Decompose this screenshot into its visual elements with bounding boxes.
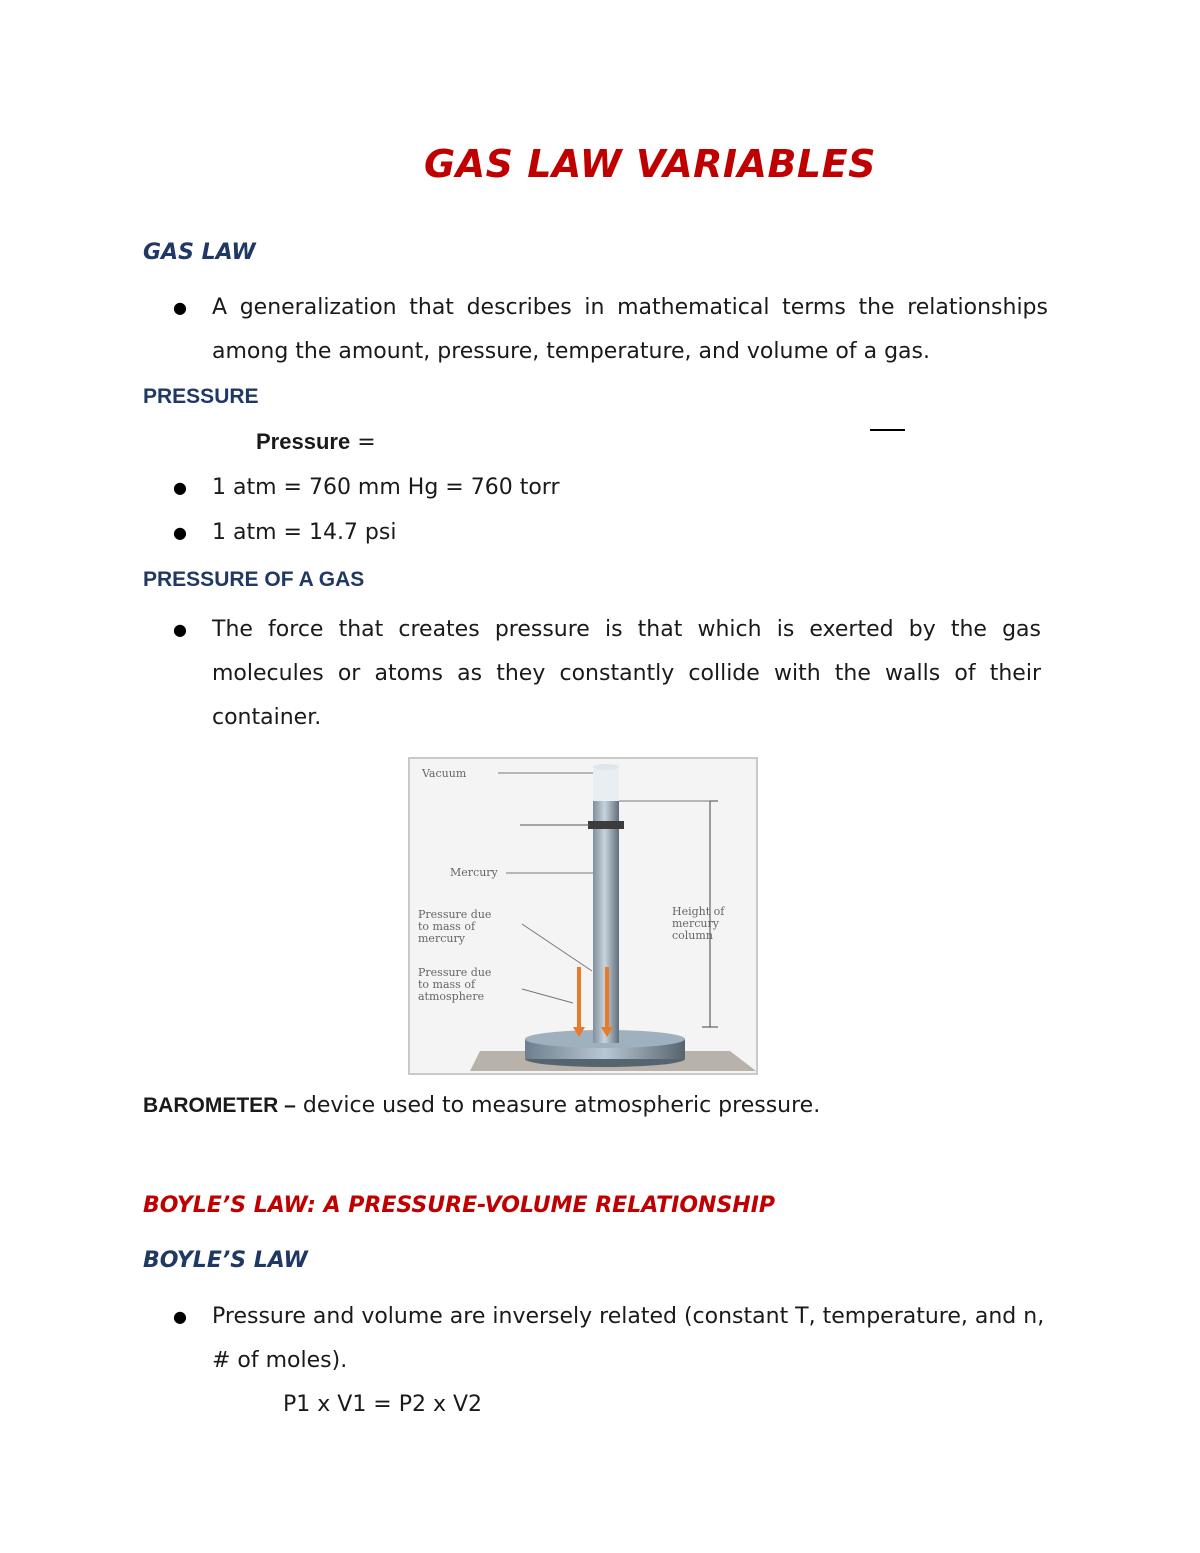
pressure-mercury-label-1: Pressure due <box>418 908 492 921</box>
barometer-figure <box>408 757 758 1075</box>
page-title: GAS LAW VARIABLES <box>424 142 876 186</box>
vacuum-label: Vacuum <box>422 767 467 780</box>
height-label-1: Height of <box>672 905 725 918</box>
pressure-formula-equals: = <box>357 430 376 455</box>
gas-law-definition: A generalization that describes in mathematical terms the relationships among the amount, pressure, temperature, and volume of a gas. <box>212 295 1048 364</box>
barometer-term: BAROMETER – <box>143 1094 296 1117</box>
pressure-atm-label-1: Pressure due <box>418 966 492 979</box>
barometer-definition-text: device used to measure atmospheric pressure. <box>302 1093 821 1118</box>
boyles-law-equation: P1 x V1 = P2 x V2 <box>283 1392 483 1417</box>
bullet-icon: ● <box>173 478 187 497</box>
pressure-of-gas-heading: PRESSURE OF A GAS <box>143 568 365 591</box>
pressure-formula-label: Pressure <box>256 429 351 454</box>
mercury-label: Mercury <box>450 866 498 879</box>
gas-law-heading: GAS LAW <box>143 240 256 265</box>
boyles-law-definition: Pressure and volume are inversely related (constant T, temperature, and n, # of moles). <box>212 1304 1045 1373</box>
bullet-icon: ● <box>173 620 187 639</box>
pressure-heading: PRESSURE <box>143 385 259 408</box>
height-label-3: column <box>672 929 713 942</box>
barometer-definition <box>143 1084 820 1128</box>
bullet-icon: ● <box>173 1307 187 1326</box>
boyles-section-heading: BOYLE’S LAW: A PRESSURE-VOLUME RELATIONSHIP <box>143 1193 776 1218</box>
pressure-of-gas-definition: The force that creates pressure is that which is exerted by the gas molecules or atoms as they constantly collide with the walls of their container. <box>212 617 1041 730</box>
pressure-atm-label-2: to mass of <box>418 978 476 991</box>
height-label-2: mercury <box>672 917 719 930</box>
pressure-bullet-1: 1 atm = 760 mm Hg = 760 torr <box>212 475 560 500</box>
pressure-atm-label-3: atmosphere <box>418 990 485 1003</box>
bullet-icon: ● <box>173 298 187 317</box>
fraction-bar <box>870 429 905 431</box>
pressure-bullet-2: 1 atm = 14.7 psi <box>212 520 397 545</box>
pressure-mercury-label-3: mercury <box>418 932 465 945</box>
boyles-law-heading: BOYLE’S LAW <box>143 1248 308 1273</box>
bullet-icon: ● <box>173 523 187 542</box>
pressure-formula <box>256 420 376 465</box>
pressure-mercury-label-2: to mass of <box>418 920 476 933</box>
